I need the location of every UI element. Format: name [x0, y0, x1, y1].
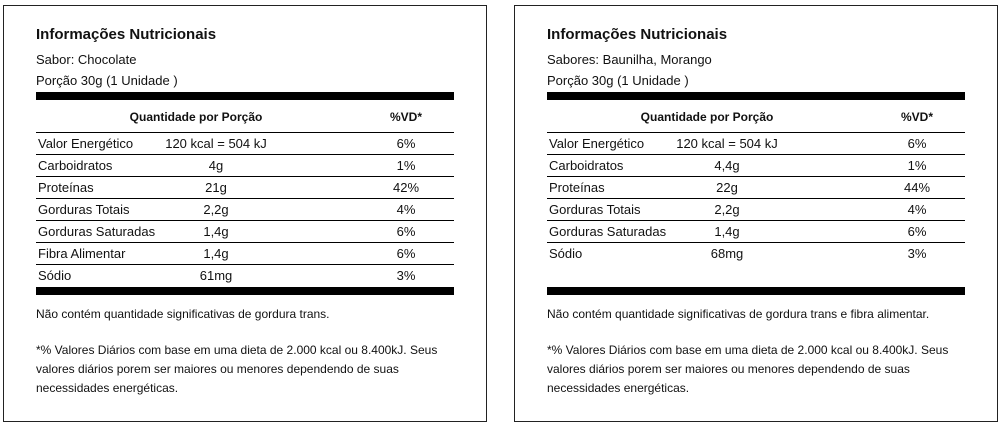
- nutrient-vd: 6%: [396, 136, 416, 151]
- nutrient-quantity: 120 kcal = 504 kJ: [165, 136, 267, 151]
- table-header: [547, 100, 965, 133]
- table-row: [547, 155, 965, 177]
- table-header: [36, 100, 454, 133]
- footnote-line: *% Valores Diários com base em uma dieta de 2.000 kcal ou 8.400kJ. Seus: [547, 343, 949, 357]
- table-row: [547, 133, 965, 155]
- nutrient-vd: 3%: [907, 246, 927, 261]
- header-vd: %VD*: [900, 110, 933, 124]
- table-row: [36, 155, 454, 177]
- nutrient-quantity: 4g: [208, 158, 224, 173]
- nutrient-name: Gorduras Saturadas: [549, 224, 667, 239]
- bottom-divider: [36, 287, 454, 295]
- nutrient-name: Gorduras Saturadas: [38, 224, 156, 239]
- nutrient-vd: 3%: [396, 268, 416, 283]
- nutrition-panel-chocolate: [3, 5, 487, 422]
- panel-title: Informações Nutricionais: [36, 26, 217, 43]
- portion-label: Porção 30g (1 Unidade ): [547, 73, 689, 88]
- nutrient-vd: 6%: [396, 224, 416, 239]
- footnote-line: necessidades energéticas.: [36, 381, 179, 395]
- table-row: [36, 199, 454, 221]
- nutrient-vd: 1%: [396, 158, 416, 173]
- nutrient-vd: 42%: [392, 180, 420, 195]
- trans-fat-note: Não contém quantidade significativas de gordura trans.: [36, 307, 330, 321]
- nutrient-quantity: 2,2g: [203, 202, 229, 217]
- nutrient-quantity: 68mg: [710, 246, 744, 261]
- nutrient-quantity: 1,4g: [203, 224, 229, 239]
- nutrient-quantity: 4,4g: [714, 158, 740, 173]
- nutrient-name: Sódio: [38, 268, 72, 283]
- footnote-line: valores diários porem ser maiores ou menores dependendo de suas: [547, 362, 910, 376]
- nutrient-quantity: 21g: [205, 180, 227, 195]
- nutrient-vd: 44%: [903, 180, 931, 195]
- nutrient-name: Gorduras Totais: [549, 202, 641, 217]
- nutrient-vd: 4%: [396, 202, 416, 217]
- nutrient-name: Valor Energético: [38, 136, 134, 151]
- table-row: [36, 133, 454, 155]
- footnote-line: necessidades energéticas.: [547, 381, 690, 395]
- table-row: [36, 221, 454, 243]
- nutrient-vd: 4%: [907, 202, 927, 217]
- nutrient-vd: 1%: [907, 158, 927, 173]
- nutrient-name: Carboidratos: [38, 158, 113, 173]
- nutrition-panel-vanilla-strawberry: [514, 5, 998, 422]
- top-divider: [547, 92, 965, 100]
- table-row: [547, 177, 965, 199]
- daily-values-footnote: [547, 341, 967, 398]
- trans-fat-fiber-note: Não contém quantidade significativas de gordura trans e fibra alimentar.: [547, 307, 930, 321]
- nutrient-vd: 6%: [907, 224, 927, 239]
- nutrient-quantity: 22g: [716, 180, 738, 195]
- nutrient-name: Gorduras Totais: [38, 202, 130, 217]
- nutrient-rows: [36, 133, 454, 287]
- nutrient-rows: [547, 133, 965, 265]
- table-row: [547, 199, 965, 221]
- nutrient-name: Fibra Alimentar: [38, 246, 126, 261]
- nutrient-quantity: 2,2g: [714, 202, 740, 217]
- nutrient-quantity: 1,4g: [203, 246, 229, 261]
- nutrient-vd: 6%: [907, 136, 927, 151]
- nutrient-name: Proteínas: [549, 180, 605, 195]
- nutrient-vd: 6%: [396, 246, 416, 261]
- bottom-divider: [547, 287, 965, 295]
- nutrient-name: Sódio: [549, 246, 583, 261]
- header-quantity: Quantidade por Porção: [129, 110, 263, 124]
- nutrient-quantity: 61mg: [199, 268, 233, 283]
- daily-values-footnote: [36, 341, 456, 398]
- nutrient-name: Carboidratos: [549, 158, 624, 173]
- flavor-label: Sabor: Chocolate: [36, 52, 137, 67]
- flavor-label: Sabores: Baunilha, Morango: [547, 52, 712, 67]
- table-row: [36, 243, 454, 265]
- nutrient-name: Proteínas: [38, 180, 94, 195]
- nutrient-quantity: 1,4g: [714, 224, 740, 239]
- table-row: [547, 243, 965, 265]
- nutrient-quantity: 120 kcal = 504 kJ: [676, 136, 778, 151]
- header-quantity: Quantidade por Porção: [640, 110, 774, 124]
- table-row: [36, 265, 454, 287]
- header-vd: %VD*: [389, 110, 422, 124]
- panel-title: Informações Nutricionais: [547, 26, 728, 43]
- portion-label: Porção 30g (1 Unidade ): [36, 73, 178, 88]
- table-row: [36, 177, 454, 199]
- nutrient-name: Valor Energético: [549, 136, 645, 151]
- table-row: [547, 221, 965, 243]
- footnote-line: valores diários porem ser maiores ou menores dependendo de suas: [36, 362, 399, 376]
- top-divider: [36, 92, 454, 100]
- footnote-line: *% Valores Diários com base em uma dieta de 2.000 kcal ou 8.400kJ. Seus: [36, 343, 438, 357]
